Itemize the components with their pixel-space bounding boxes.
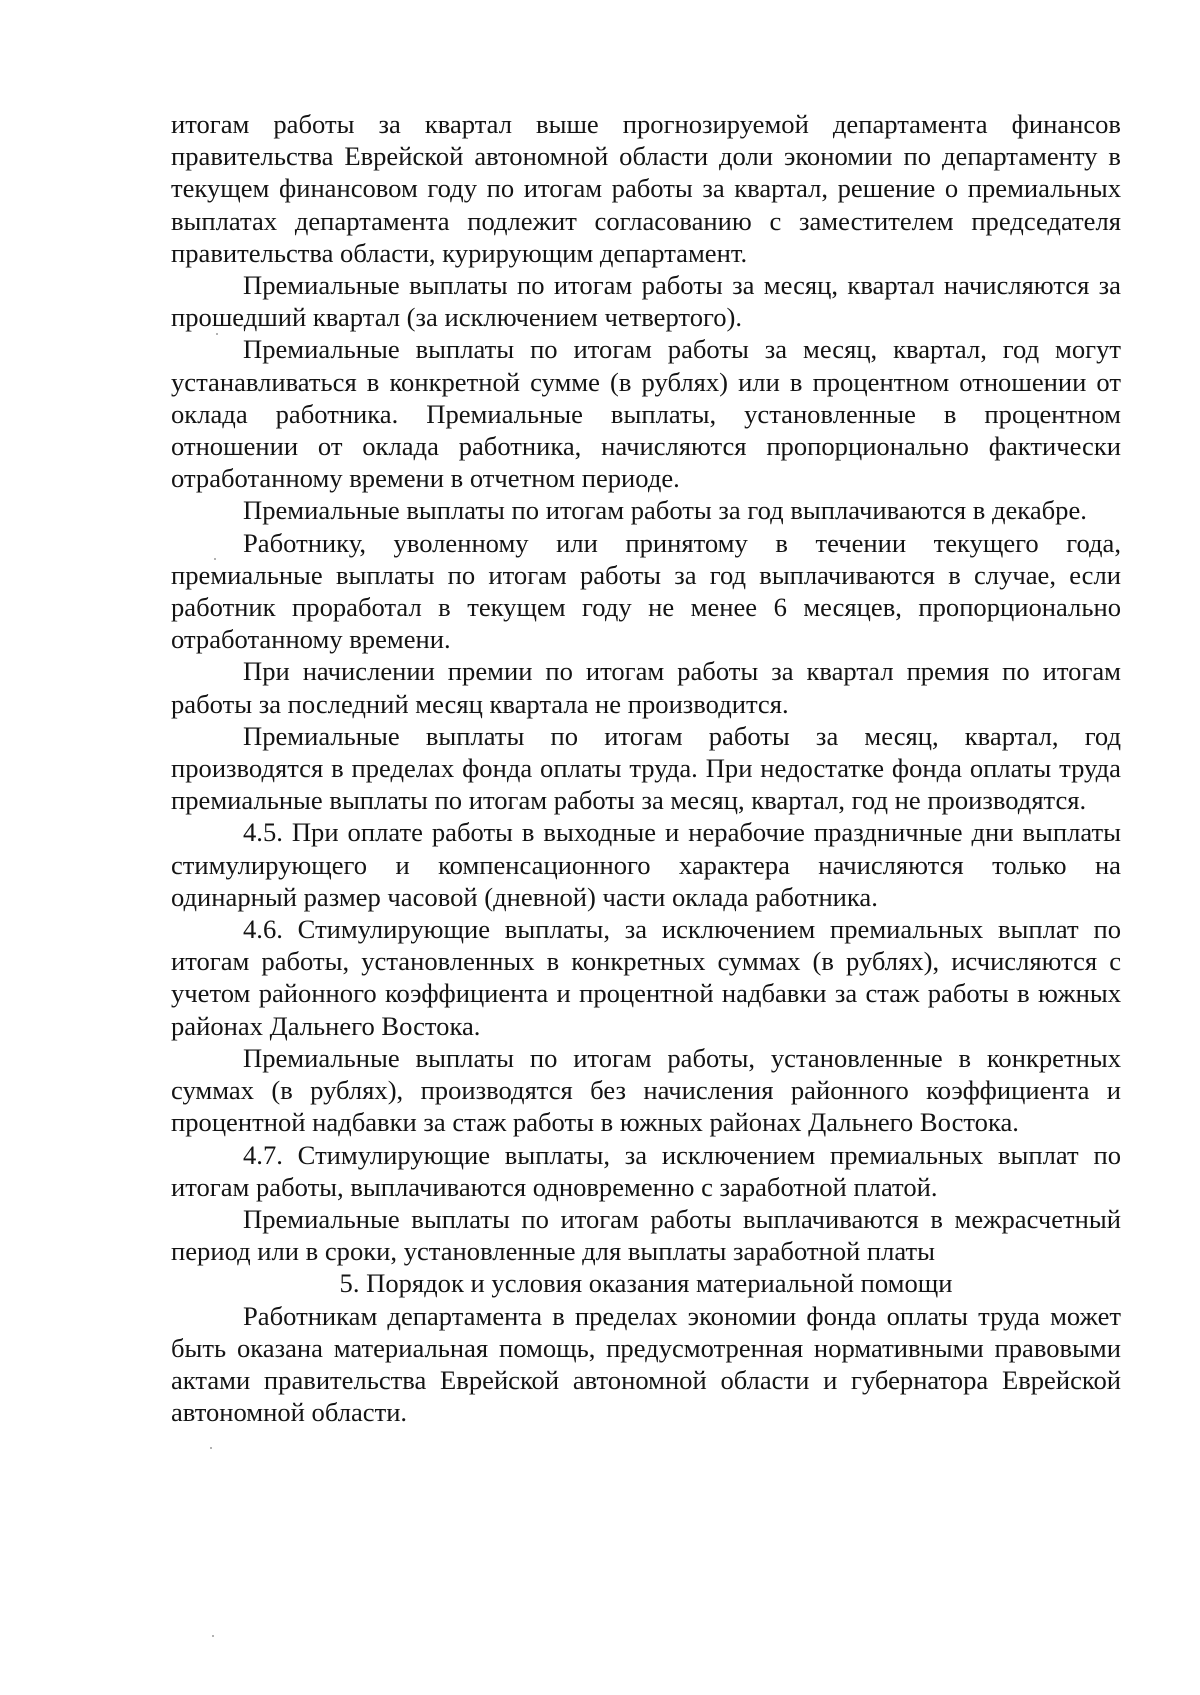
document-body [171,108,1121,1428]
paragraph: Премиальные выплаты по итогам работы за год выплачиваются в декабре. [243,495,1087,526]
paragraph: Премиальные выплаты по итогам работы за месяц, квартал начисляются за прошедший квартал (за исключением четвертого). [171,270,1121,333]
scan-speck [216,333,218,335]
paragraph: Премиальные выплаты по итогам работы за месяц, квартал, год производятся в пределах фонда оплаты труда. При недостатке фонда оплаты труда премиальные выплаты по итогам работы за месяц, квартал, год не производятся. [171,720,1121,816]
paragraph: При начислении премии по итогам работы за квартал премия по итогам работы за последний месяц квартала не производится. [171,656,1121,719]
paragraph: Премиальные выплаты по итогам работы за месяц, квартал, год могут устанавливаться в конкретной сумме (в рублях) или в процентном отношении от оклада работника. Премиальные выплаты, установленные в процентном отношении от оклада работника, начисляются пропорционально фактически отработанному времени в отчетном периоде. [171,334,1121,494]
paragraph-4-6: 4.6. Стимулирующие выплаты, за исключением премиальных выплат по итогам работы, установленных в конкретных суммах (в рублях), исчисляются с учетом районного коэффициента и процентной надбавки за стаж работы в южных районах Дальнего Востока. [171,914,1121,1041]
paragraph: Работникам департамента в пределах экономии фонда оплаты труда может быть оказана материальная помощь, предусмотренная нормативными правовыми актами правительства Еврейской автономной области и губернатора Еврейской автономной области. [171,1300,1121,1428]
paragraph: Премиальные выплаты по итогам работы выплачиваются в межрасчетный период или в сроки, установленные для выплаты заработной платы [171,1203,1121,1267]
paragraph: Премиальные выплаты по итогам работы, установленные в конкретных суммах (в рублях), производятся без начисления районного коэффициента и процентной надбавки за стаж работы в южных районах Дальнего Востока. [171,1042,1121,1138]
paragraph-continuation: итогам работы за квартал выше прогнозируемой департамента финансов правительства Еврейской автономной области доли экономии по департаменту в текущем финансовом году по итогам работы за квартал, решение о премиальных выплатах департамента подлежит согласованию с заместителем председателя правительства области, курирующим департамент. [171,109,1121,268]
scan-speck [212,1635,214,1637]
paragraph-4-7: 4.7. Стимулирующие выплаты, за исключением премиальных выплат по итогам работы, выплачиваются одновременно с заработной платой. [171,1139,1121,1202]
section-heading: 5. Порядок и условия оказания материальной помощи [339,1268,953,1299]
scan-speck [214,558,216,560]
paragraph-4-5: 4.5. При оплате работы в выходные и нерабочие праздничные дни выплаты стимулирующего и компенсационного характера начисляются только на одинарный размер часовой (дневной) части оклада работника. [171,817,1121,912]
scan-speck [210,1447,212,1449]
paragraph: Работнику, уволенному или принятому в течении текущего года, премиальные выплаты по итогам работы за год выплачиваются в случае, если работник проработал в текущем году не менее 6 месяцев, пропорционально отработанному времени. [171,527,1121,655]
